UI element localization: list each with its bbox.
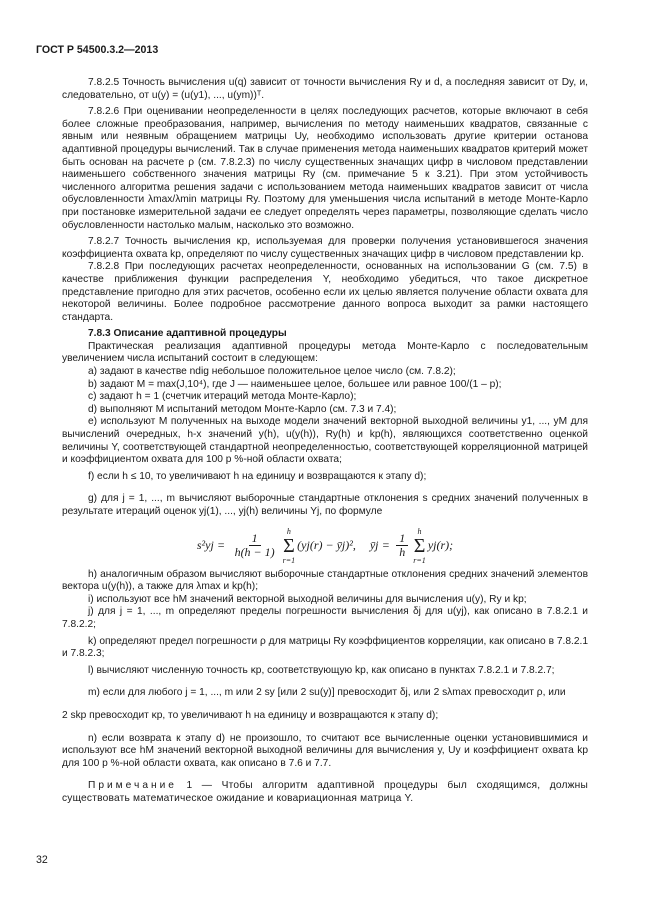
sum-1-upper: h bbox=[286, 526, 291, 536]
formula-sum-2 bbox=[413, 527, 426, 565]
note-text: 1 — Чтобы алгоритм адаптивной процедуры был сходящимся, должны существовать математическое ожидание и ковариационная матрица Y. bbox=[62, 780, 589, 804]
list-item-i: i) используют все hM значений векторной выходной величины для вычисления u(y), Ry и kp; bbox=[88, 593, 527, 605]
paragraph-intro: Практическая реализация адаптивной процедуры метода Монте-Карло с последовательным увеличением числа испытаний состоит в следующем: bbox=[62, 340, 588, 365]
formula-equals-2: = bbox=[382, 538, 390, 553]
paragraph-7-8-2-6: 7.8.2.6 При оценивании неопределенности в целях последующих расчетов, которые включают в себя более сложные преобразования, например, вычисления по методу наименьших квадратов, связанные с явным или неявным обращением матрицы Uy, необходимо использовать другие критерии останова адаптивной процедуры вычислений. Так в случае применения метода наименьших квадратов критерий может быть основан на расчете ρ (см. 7.8.2.3) по числу существенных значащих цифр в числовом представлении наименьшего собственного значения матрицы Ry (см. примечание 5 к 3.21). При этом устойчивость численного алгоритма решения задачи с использованием метода наименьших квадратов зависит от числа обусловленности λmax/λmin матрицы Ry. Поэтому для уменьшения числа испытаний в методе Монте-Карло при постановке измерительной задачи ее следует определять через параметры, позволяющие сделать число обусловленности настолько малым, насколько это возможно. bbox=[62, 106, 588, 231]
document-body bbox=[62, 77, 588, 806]
std-deviation-formula bbox=[62, 527, 588, 565]
list-item-e: e) используют M полученных на выходе модели значений векторной выходной величины y1, ..., yM для вычислений очередных, h-х значений y(h), u(y(h)), Ry(h) и kp(h), являющихся соответственно оценкой величины Y, соответствующей стандартной неопределенностью, соответствующей корреляционной матрицей и коэффициентом охвата для 100 p %-ной области охвата; bbox=[62, 416, 589, 466]
formula-fraction-1 bbox=[232, 532, 278, 559]
list-item-n: n) если возврата к этапу d) не произошло, то считают все вычисленные оценки установившимися и используют все hM значений векторной выходной величины для вычисления y, Uy и коэффициент охвата kp для 100 p %-ной области охвата, как описано в 7.6 и 7.7. bbox=[62, 732, 588, 769]
section-heading-7-8-3: 7.8.3 Описание адаптивной процедуры bbox=[88, 328, 287, 340]
list-item-g-text-a: g) для j = 1, ..., m вычисляют выборочные стандартные отклонения s bbox=[88, 493, 428, 505]
formula-equals: = bbox=[217, 538, 225, 553]
fraction-1-numerator: 1 bbox=[249, 532, 261, 546]
list-item-j: j) для j = 1, ..., m определяют пределы погрешности вычисления δj для u(yj), как описано в 7.8.2.1 и 7.8.2.2; bbox=[62, 606, 588, 630]
sum-2-upper: h bbox=[417, 526, 422, 536]
note-1 bbox=[62, 780, 588, 805]
formula-term-2: yj(r); bbox=[427, 538, 454, 553]
formula-term-1: (yj(r) − ȳj)², bbox=[297, 538, 356, 553]
paragraph-7-8-2-5: 7.8.2.5 Точность вычисления u(q) зависит от точности вычисления Ry и d, а последняя зависит от Dy, и, следовательно, от u(y) = (u(y1), ..., u(ym))ᵀ. bbox=[62, 77, 588, 101]
sum-1-lower: r=1 bbox=[282, 555, 296, 565]
list-item-m-line-2: 2 skp превосходит κp, то увеличивают h на единицу и возвращаются к этапу d); bbox=[62, 709, 439, 721]
fraction-1-denominator: h(h − 1) bbox=[234, 545, 275, 560]
list-item-g-text-b: средних значений полученных в результате итераций оценок yj(1), ..., yj(h) величины Yj, по формуле bbox=[62, 493, 588, 517]
formula-ybar: ȳj bbox=[369, 538, 379, 553]
list-item-a: a) задают в качестве ndig небольшое положительное целое число (см. 7.8.2); bbox=[88, 366, 456, 378]
list-item-c: c) задают h = 1 (счетчик итераций метода Монте-Карло); bbox=[88, 391, 357, 403]
list-item-h: h) аналогичным образом вычисляют выборочные стандартные отклонения средних значений элементов вектора u(y(h)), а также для λmax и kp(h); bbox=[62, 568, 588, 593]
fraction-2-numerator: 1 bbox=[396, 532, 408, 546]
note-label: Примечание bbox=[88, 780, 177, 792]
list-item-m-line-1: m) если для любого j = 1, ..., m или 2 sy [или 2 su(y)] превосходит δj, или 2 sλmax превосходит ρ, или bbox=[88, 687, 566, 699]
fraction-2-denominator: h bbox=[399, 545, 406, 560]
list-item-l: l) вычисляют численную точность κp, соответствующую kp, как описано в пунктах 7.8.2.1 и 7.8.2.7; bbox=[88, 664, 555, 676]
list-item-b: b) задают M = max(J,10⁴), где J — наименьшее целое, большее или равное 100/(1 – p); bbox=[88, 378, 502, 390]
paragraph-7-8-2-7: 7.8.2.7 Точность вычисления κp, используемая для проверки получения установившегося значения коэффициента охвата kp, определяют по числу существенных значащих цифр в числовом представлении kp. bbox=[62, 236, 588, 260]
sum-2-lower: r=1 bbox=[413, 555, 426, 565]
list-item-d: d) выполняют M испытаний методом Монте-Карло (см. 7.3 и 7.4); bbox=[88, 403, 397, 415]
formula-fraction-2 bbox=[396, 532, 408, 559]
document-header: ГОСТ Р 54500.3.2—2013 bbox=[36, 44, 159, 56]
formula-lhs: s²yj bbox=[196, 538, 214, 553]
list-item-f: f) если h ≤ 10, то увеличивают h на единицу и возвращаются к этапу d); bbox=[88, 470, 427, 482]
sum-1-sigma: Σ bbox=[283, 534, 295, 557]
list-item-k: k) определяют предел погрешности ρ для матрицы Ry коэффициентов корреляции, как описано в 7.8.2.1 и 7.8.2.3; bbox=[62, 635, 588, 660]
page-number: 32 bbox=[36, 854, 48, 866]
sum-2-sigma: Σ bbox=[413, 534, 426, 557]
list-item-g bbox=[62, 493, 588, 518]
paragraph-7-8-2-8: 7.8.2.8 При последующих расчетах неопределенности, основанных на использовании G (см. 7.5) в качестве приближения функции распределения Y, необходимо убедиться, что такое дискретное представление пригодно для этих расчетов, особенно если их целью является получение области охвата для некоторой величины. Более подробное рассмотрение данного вопроса выходит за рамки настоящего стандарта. bbox=[62, 261, 588, 323]
formula-sum-1 bbox=[283, 527, 296, 565]
